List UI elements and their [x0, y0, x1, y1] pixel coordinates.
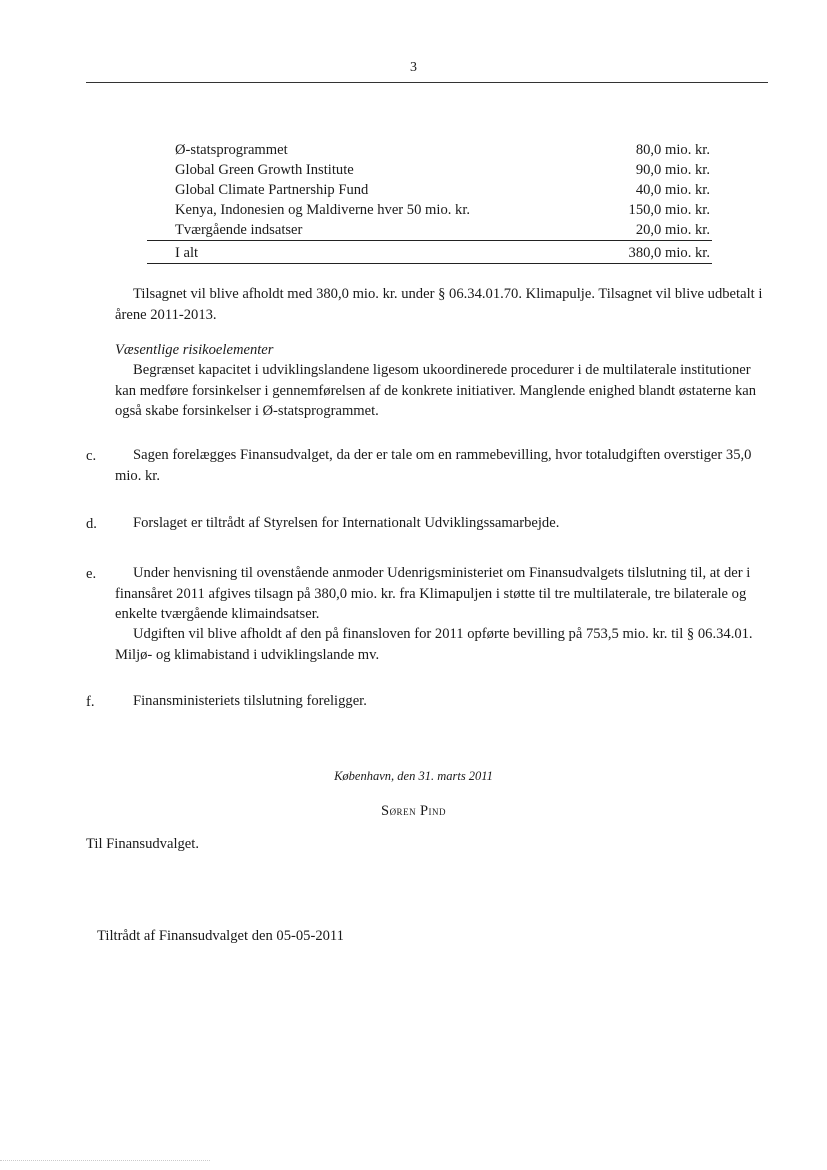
first-initial: S — [380, 803, 390, 819]
last-initial: P — [419, 803, 429, 819]
approval-note: Tiltrådt af Finansudvalget den 05-05-2011 — [97, 928, 344, 944]
item-d-letter: d. — [86, 516, 97, 532]
risk-heading: Væsentlige risikoelementer — [115, 342, 274, 358]
row-label: Ø-statsprogrammet — [175, 142, 288, 158]
risk-paragraph: Begrænset kapacitet i udviklingslandene ligesom ukoordinerede procedurer i de multilaterale institutioner kan medføre forsinkelser i gennemførelsen af de konkrete initiativer. Manglende enighed blandt østaterne kan også skabe forsinkelser i Ø-statsprogrammet. — [115, 362, 757, 419]
table-row — [147, 200, 712, 220]
row-label: Global Green Growth Institute — [175, 162, 354, 178]
allocation-paragraph: Tilsagnet vil blive afholdt med 380,0 mio. kr. under § 06.34.01.70. Klimapulje. Tilsagnet vil blive udbetalt i årene 2011-2013. — [115, 286, 763, 323]
table-row — [147, 160, 712, 180]
budget-table — [147, 140, 712, 264]
header-rule — [86, 82, 768, 83]
row-label: Tværgående indsatser — [175, 222, 303, 238]
last-rest: ind — [428, 803, 447, 818]
item-f-letter: f. — [86, 694, 95, 710]
row-value: 20,0 mio. kr. — [635, 222, 710, 238]
first-rest: øren — [389, 803, 417, 818]
item-c-text: Sagen forelægges Finansudvalget, da der er tale om en rammebevilling, hvor totaludgiften overstiger 35,0 mio. kr. — [115, 447, 752, 484]
item-e-letter: e. — [86, 566, 97, 582]
table-row — [147, 220, 712, 241]
item-c-letter: c. — [86, 448, 97, 464]
footer-dotted-line — [0, 1160, 210, 1161]
item-f-text: Finansministeriets tilslutning foreligger. — [133, 693, 367, 709]
item-e-text-2: Udgiften vil blive afholdt af den på finansloven for 2011 opførte bevilling på 753,5 mio. kr. til § 06.34.01. Miljø- og klimabistand i udviklingslande mv. — [115, 626, 753, 663]
table-row — [147, 140, 712, 160]
row-value: 90,0 mio. kr. — [635, 162, 710, 178]
total-label: I alt — [175, 245, 199, 261]
table-total-row — [147, 243, 712, 264]
signatory-name — [0, 803, 827, 820]
row-label: Global Climate Partnership Fund — [175, 182, 369, 198]
row-value: 80,0 mio. kr. — [635, 142, 710, 158]
signature-place-date: København, den 31. marts 2011 — [334, 769, 493, 783]
page-number: 3 — [410, 60, 417, 75]
item-d-text: Forslaget er tiltrådt af Styrelsen for Internationalt Udviklingssamarbejde. — [133, 515, 560, 531]
row-value: 150,0 mio. kr. — [628, 202, 710, 218]
row-value: 40,0 mio. kr. — [635, 182, 710, 198]
addressee: Til Finansudvalget. — [86, 836, 199, 852]
table-row — [147, 180, 712, 200]
item-e-text: Under henvisning til ovenstående anmoder Udenrigsministeriet om Finansudvalgets tilslutning til, at der i finansåret 2011 afgives tilsagn på 380,0 mio. kr. fra Klimapuljen i støtte til tre multilaterale, tre bilaterale og enkelte tværgående klimaindsatser. — [115, 565, 751, 622]
total-value: 380,0 mio. kr. — [628, 245, 710, 261]
row-label: Kenya, Indonesien og Maldiverne hver 50 mio. kr. — [175, 202, 471, 218]
